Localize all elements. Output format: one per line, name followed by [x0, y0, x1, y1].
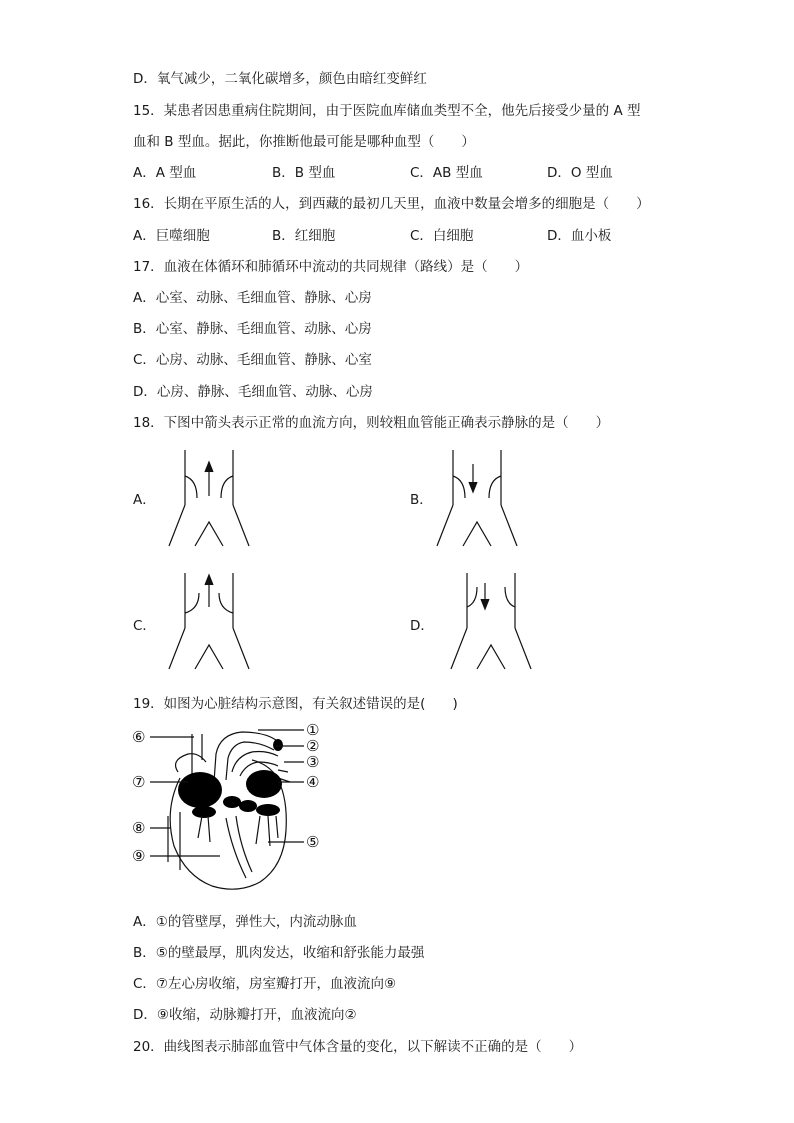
heart-label-2: ② — [306, 737, 320, 755]
q16-option-d: D．血小板 — [547, 228, 612, 244]
heart-label-3: ③ — [306, 753, 320, 771]
q15-option-c: C．AB 型血 — [410, 165, 483, 181]
q18-label-d: D． — [410, 618, 434, 634]
q16-option-c: C．白细胞 — [410, 228, 474, 244]
q18-stem: 18．下图中箭头表示正常的血流方向，则较粗血管能正确表示静脉的是（ ） — [133, 415, 610, 431]
q19-option-c: C．⑦左心房收缩，房室瓣打开，血液流向⑨ — [133, 976, 397, 992]
q16-option-a: A．巨噬细胞 — [133, 228, 210, 244]
q17-option-c: C．心房、动脉、毛细血管、静脉、心室 — [133, 352, 372, 368]
q16-stem: 16．长期在平原生活的人，到西藏的最初几天里，血液中数量会增多的细胞是（ ） — [133, 196, 650, 212]
heart-label-5: ⑤ — [306, 833, 320, 851]
q18-label-c: C． — [133, 618, 156, 634]
heart-label-7: ⑦ — [132, 773, 146, 791]
heart-label-6: ⑥ — [132, 728, 146, 746]
q19-stem: 19．如图为心脏结构示意图，有关叙述错误的是( ) — [133, 696, 458, 712]
q18-vessel-figure-b — [433, 450, 523, 548]
q17-option-a: A．心室、动脉、毛细血管、静脉、心房 — [133, 290, 372, 306]
q18-label-b: B． — [410, 492, 433, 508]
heart-label-1: ① — [306, 721, 320, 739]
q17-option-b: B．心室、静脉、毛细血管、动脉、心房 — [133, 321, 372, 337]
q15-option-b: B．B 型血 — [272, 165, 336, 181]
heart-structure-diagram — [128, 720, 328, 900]
q15-stem-line2: 血和 B 型血。据此，你推断他最可能是哪种血型（ ） — [133, 134, 475, 150]
q17-option-d: D．心房、静脉、毛细血管、动脉、心房 — [133, 384, 373, 400]
q17-stem: 17．血液在体循环和肺循环中流动的共同规律（路线）是（ ） — [133, 259, 529, 275]
q14-option-d: D．氧气减少，二氧化碳增多，颜色由暗红变鲜红 — [133, 71, 427, 87]
q18-vessel-figure-a — [165, 450, 255, 548]
heart-label-9: ⑨ — [132, 847, 146, 865]
heart-label-8: ⑧ — [132, 819, 146, 837]
heart-label-4: ④ — [306, 773, 320, 791]
q20-stem: 20．曲线图表示肺部血管中气体含量的变化，以下解读不正确的是（ ） — [133, 1039, 583, 1055]
q18-vessel-figure-c — [165, 573, 255, 671]
q15-stem-line1: 15．某患者因患重病住院期间，由于医院血库储血类型不全，他先后接受少量的 A 型 — [133, 103, 641, 119]
q18-label-a: A． — [133, 492, 156, 508]
q18-vessel-figure-d — [447, 573, 537, 671]
q15-option-d: D．O 型血 — [547, 165, 613, 181]
q19-option-d: D．⑨收缩，动脉瓣打开，血液流向② — [133, 1007, 357, 1023]
q15-option-a: A．A 型血 — [133, 165, 197, 181]
q19-option-a: A．①的管壁厚，弹性大，内流动脉血 — [133, 914, 357, 930]
q16-option-b: B．红细胞 — [272, 228, 336, 244]
q19-option-b: B．⑤的壁最厚，肌肉发达，收缩和舒张能力最强 — [133, 945, 425, 961]
